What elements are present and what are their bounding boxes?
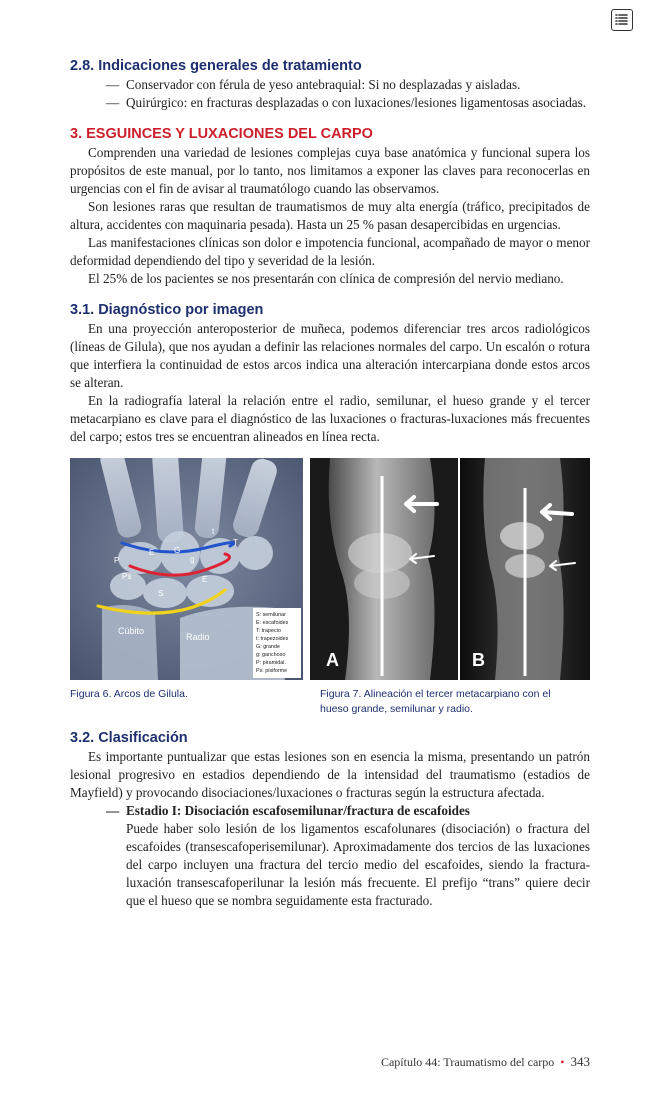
page-content	[70, 56, 590, 910]
paragraph: El 25% de los pacientes se nos presentarán con clínica de compresión del nervio mediano.	[88, 271, 564, 286]
list-icon	[612, 10, 631, 29]
figure-6-caption: Figura 6. Arcos de Gilula.	[70, 688, 188, 700]
legend-entry: G: grande	[256, 644, 280, 650]
list-item: — Conservador con férula de yeso antebraquial: Si no desplazadas y aisladas.	[70, 76, 590, 94]
stage-title: — Estadio I: Disociación escafosemilunar/fractura de escafoides	[70, 802, 590, 820]
section-heading-2-8: 2.8. Indicaciones generales de tratamiento	[70, 58, 362, 74]
panel-label-a: A	[326, 650, 339, 670]
panel-label-b: B	[472, 650, 485, 670]
section-heading-3: 3. ESGUINCES Y LUXACIONES DEL CARPO	[70, 126, 373, 142]
bone-label: g	[190, 555, 195, 564]
bone-label: P	[114, 556, 120, 565]
figure-7-image	[310, 458, 590, 680]
paragraph: En la radiografía lateral la relación entre el radio, semilunar, el hueso grande y el tercer metacarpiano es clave para el diagnóstico de las luxaciones o fracturas-luxaciones más frecuentes del carpo; estos tres se encuentran alineados en línea recta.	[70, 393, 590, 444]
legend-entry: Ps: pisiforme	[256, 668, 288, 674]
bone-label: Ps	[122, 572, 132, 581]
paragraph: Es importante puntualizar que estas lesiones son en esencia la misma, presentando un patrón lesional progresivo en estadios dependiendo de la intensidad del traumatismo (estadios de Mayfield) y provocando disociaciones/luxaciones o fracturas según la estructura afectada.	[70, 749, 590, 800]
bone-label: E	[149, 548, 155, 557]
bone-label: G	[174, 546, 181, 555]
page-footer	[70, 1054, 590, 1070]
bullet-separator: •	[560, 1055, 565, 1069]
bone-label-cubito: Cúbito	[118, 626, 145, 636]
bone-label: T	[233, 538, 238, 547]
figure-6-image	[70, 458, 303, 680]
bone-label-radio: Radio	[186, 632, 210, 642]
chapter-title: Capítulo 44: Traumatismo del carpo	[380, 1055, 555, 1069]
paragraph: En una proyección anteroposterior de muñeca, podemos diferenciar tres arcos radiológicos (líneas de Gilula), que nos ayudan a definir las relaciones normales del carpo. Un escalón o rotura que interfiera la continuidad de estos arcos indica una alteración intercarpiana donde estos arcos se alteran.	[70, 321, 590, 390]
legend-entry: t: trapezoides	[256, 636, 289, 642]
toc-button[interactable]	[611, 9, 633, 31]
paragraph: Las manifestaciones clínicas son dolor e impotencia funcional, acompañado de mayor o menor deformidad dependiendo del tipo y severidad de la lesión.	[70, 235, 590, 268]
page-number: 343	[570, 1054, 590, 1069]
legend-entry: E: escafoides	[256, 620, 289, 626]
bone-label: E	[202, 575, 208, 584]
section-heading-3-1: 3.1. Diagnóstico por imagen	[70, 302, 264, 318]
legend-entry: P: piramidal.	[256, 660, 286, 666]
legend-entry: T: trapecio	[256, 628, 281, 634]
paragraph: Comprenden una variedad de lesiones complejas cuya base anatómica y funcional supera los propósitos de este manual, por lo tanto, nos limitamos a exponer las claves para reconocerlas en urgencias con el fin de avisar al traumatólogo cuando las observamos.	[70, 145, 590, 196]
legend-entry: g: ganchoso	[256, 652, 286, 658]
list-item: — Quirúrgico: en fracturas desplazadas o con luxaciones/lesiones ligamentosas asociadas.	[70, 94, 590, 112]
paragraph: Son lesiones raras que resultan de traumatismos de muy alta energía (tráfico, precipitados de altura, accidentes con maquinaria pesada). Hasta un 25 % pasan desapercibidas en urgencias.	[70, 199, 590, 232]
stage-text: Puede haber solo lesión de los ligamentos escafolunares (disociación) o fractura del escafoides (transescafoperisemilunar). Aproximadamente dos tercios de las luxaciones del carpo incluyen una fractura del tercio medio del escafoides, siendo la fractura-luxación transescafoperilunar la lesión más frecuente. El prefijo “trans” quiere decir que el hueso que se nombra seguidamente esta fracturado.	[126, 821, 590, 908]
figures-row	[70, 458, 590, 728]
legend-entry: S: semilunar	[256, 612, 286, 618]
bone-label: t	[212, 527, 215, 536]
section-heading-3-2: 3.2. Clasificación	[70, 730, 188, 746]
bone-label: S	[158, 589, 164, 598]
figure-7-caption: Figura 7. Alineación el tercer metacarpiano con el hueso grande, semilunar y radio.	[320, 688, 551, 715]
